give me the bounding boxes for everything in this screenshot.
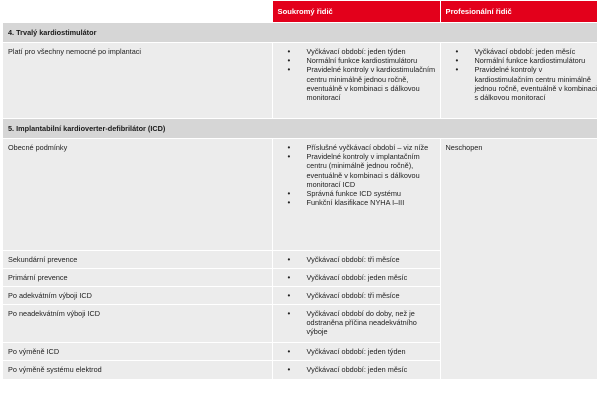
- list-item: • Normální funkce kardiostimulátoru: [456, 56, 598, 65]
- driving-eligibility-table: [3, 1, 597, 379]
- private-requirements-list: [278, 255, 440, 264]
- table-row: [3, 139, 597, 251]
- row-label: Po výměně systému elektrod: [3, 361, 272, 379]
- list-item: • Pravidelné kontroly v implantačním centru (minimálně jednou ročně), eventuálně v kombinaci s dálkovou monitorací ICD: [288, 152, 440, 189]
- private-driver-cell: [272, 139, 440, 251]
- list-item: • Vyčkávací období: jeden měsíc: [456, 47, 598, 56]
- header-private-driver: Soukromý řidič: [272, 1, 440, 23]
- section-4-title: 4. Trvalý kardiostimulátor: [3, 23, 597, 43]
- private-driver-cell: [272, 251, 440, 269]
- table-header-row: [3, 1, 597, 23]
- private-driver-cell: [272, 361, 440, 379]
- private-driver-cell: [272, 43, 440, 119]
- list-item: • Správná funkce ICD systému: [288, 189, 440, 198]
- private-requirements-list: [278, 347, 440, 356]
- list-item: • Vyčkávací období: jeden měsíc: [288, 273, 440, 282]
- row-label: Platí pro všechny nemocné po implantaci: [3, 43, 272, 119]
- list-item: • Vyčkávací období: jeden týden: [288, 347, 440, 356]
- private-requirements-list: [278, 273, 440, 282]
- list-item: • Normální funkce kardiostimulátoru: [288, 56, 440, 65]
- professional-requirements-list: [446, 47, 598, 102]
- list-item: • Vyčkávací období: jeden týden: [288, 47, 440, 56]
- list-item: • Vyčkávací období: tři měsíce: [288, 255, 440, 264]
- list-item: • Vyčkávací období: jeden měsíc: [288, 365, 440, 374]
- private-requirements-list: [278, 365, 440, 374]
- private-requirements-list: [278, 291, 440, 300]
- section-5-header: [3, 119, 597, 139]
- private-requirements-list: [278, 143, 440, 207]
- row-label: Po adekvátním výboji ICD: [3, 287, 272, 305]
- private-driver-cell: [272, 305, 440, 343]
- header-blank-cell: [3, 1, 272, 23]
- private-driver-cell: [272, 269, 440, 287]
- row-label: Po neadekvátním výboji ICD: [3, 305, 272, 343]
- list-item: • Příslušné vyčkávací období – viz níže: [288, 143, 440, 152]
- professional-driver-verdict: Neschopen: [440, 139, 597, 379]
- list-item: • Vyčkávací období do doby, než je odstraněna příčina neadekvátního výboje: [288, 309, 440, 337]
- list-item: • Pravidelné kontroly v kardiostimulačním centru minimálně jednou ročně, eventuálně v kombinaci s dálkovou monitorací: [456, 65, 598, 102]
- list-item: • Pravidelné kontroly v kardiostimulačním centru minimálně jednou ročně, eventuálně v kombinaci s dálkovou monitorací: [288, 65, 440, 102]
- section-4-header: [3, 23, 597, 43]
- list-item: • Funkční klasifikace NYHA I–III: [288, 198, 440, 207]
- private-requirements-list: [278, 47, 440, 102]
- private-driver-cell: [272, 343, 440, 361]
- row-label: Po výměně ICD: [3, 343, 272, 361]
- row-label: Primární prevence: [3, 269, 272, 287]
- row-label: Sekundární prevence: [3, 251, 272, 269]
- private-requirements-list: [278, 309, 440, 337]
- section-5-title: 5. Implantabilní kardioverter-defibrilátor (ICD): [3, 119, 597, 139]
- table-row: [3, 43, 597, 119]
- professional-driver-cell: [440, 43, 597, 119]
- private-driver-cell: [272, 287, 440, 305]
- list-item: • Vyčkávací období: tři měsíce: [288, 291, 440, 300]
- row-label: Obecné podmínky: [3, 139, 272, 251]
- header-professional-driver: Profesionální řidič: [440, 1, 597, 23]
